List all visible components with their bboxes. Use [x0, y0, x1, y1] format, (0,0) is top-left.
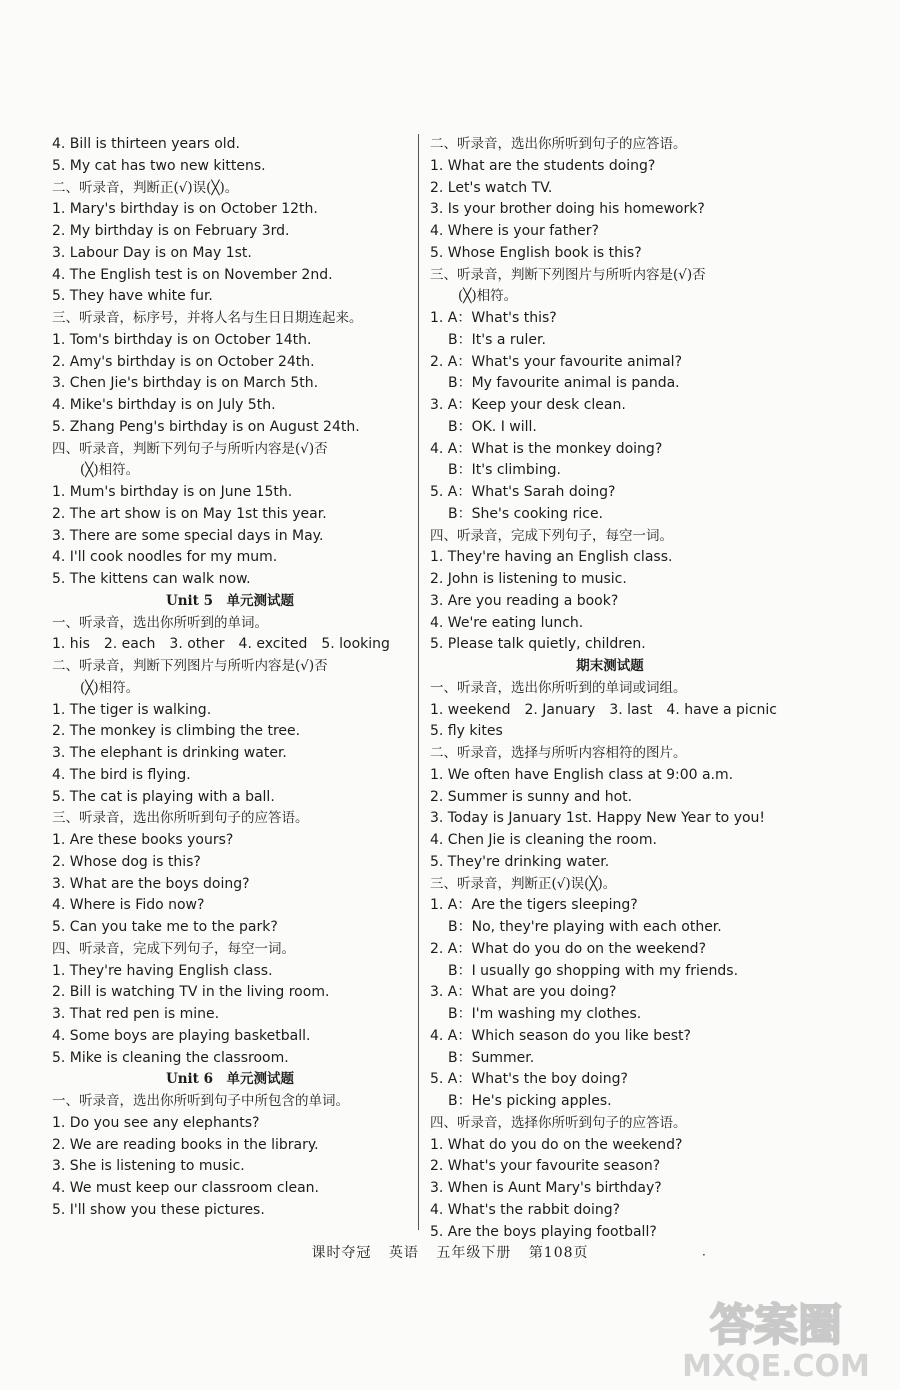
section-heading: 一、听录音，选出你所听到的单词。: [52, 614, 268, 631]
text-line: 2. What's your favourite season?: [430, 1158, 661, 1175]
section-heading: 四、听录音，选择你所听到句子的应答语。: [430, 1114, 687, 1131]
text-line: 2. Amy's birthday is on October 24th.: [52, 353, 315, 370]
text-line: 2. Summer is sunny and hot.: [430, 788, 633, 805]
section-heading: (╳)相符。: [458, 288, 518, 305]
section-heading: 二、听录音，选出你所听到句子的应答语。: [430, 136, 687, 152]
text-line: 5. They're drinking water.: [430, 853, 610, 870]
text-line: 4. The English test is on November 2nd.: [52, 266, 333, 283]
section-heading: 二、听录音，判断下列图片与所听内容是(√)否: [52, 658, 328, 674]
text-line: 5. A：What's Sarah doing?: [430, 484, 616, 500]
section-title: 期末测试题: [576, 658, 644, 674]
text-line: 3. Are you reading a book?: [430, 592, 619, 609]
watermark-cn: 答案圈: [710, 1300, 842, 1351]
text-line: 5. Please talk quietly, children.: [430, 636, 646, 653]
section-heading: (╳)相符。: [80, 462, 140, 479]
text-line: 5. Zhang Peng's birthday is on August 24th.: [52, 418, 360, 435]
text-line: 5. A：What's the boy doing?: [430, 1071, 628, 1088]
text-line: 4. Where is Fido now?: [52, 897, 205, 914]
text-line: 5. My cat has two new kittens.: [52, 157, 266, 174]
text-line: 1. They're having an English class.: [430, 549, 673, 566]
book-title: 课时夺冠: [311, 1245, 372, 1261]
text-line: 3. She is listening to music.: [52, 1158, 245, 1175]
text-line: 2. Let's watch TV.: [430, 179, 553, 196]
text-line: 2. The art show is on May 1st this year.: [52, 505, 327, 522]
text-line: 5. The kittens can walk now.: [52, 571, 251, 587]
section-heading: 三、听录音，标序号，并将人名与生日日期连起来。: [52, 310, 363, 326]
text-line: 3. Labour Day is on May 1st.: [52, 244, 252, 261]
dialogue-response: B：OK. I will.: [448, 418, 537, 435]
page-footer: [0, 1242, 900, 1262]
text-line: 4. A：What is the monkey doing?: [430, 440, 663, 457]
text-line: 5. The cat is playing with a ball.: [52, 788, 275, 805]
text-line: 2. A：What do you do on the weekend?: [430, 940, 707, 957]
watermark-logo: [666, 1292, 886, 1382]
section-heading: 三、听录音，判断下列图片与所听内容是(√)否: [430, 266, 706, 283]
text-line: 1. A：What's this?: [430, 310, 557, 326]
dialogue-response: B：I usually go shopping with my friends.: [448, 962, 739, 979]
text-line: 3. A：Keep your desk clean.: [430, 397, 626, 413]
text-line: 1. A：Are the tigers sleeping?: [430, 897, 638, 914]
text-line: 3. What are the boys doing?: [52, 875, 250, 892]
text-line: 2. A：What's your favourite animal?: [430, 353, 682, 370]
section-heading: 二、听录音，判断正(√)误(╳)。: [52, 179, 239, 196]
section-heading: 一、听录音，选出你所听到的单词或词组。: [430, 679, 687, 696]
text-line: 3. Chen Jie's birthday is on March 5th.: [52, 375, 319, 392]
text-line: 1. Tom's birthday is on October 14th.: [52, 331, 312, 348]
text-line: 1. weekend 2. January 3. last 4. have a picnic: [430, 701, 777, 718]
text-line: 4. Where is your father?: [430, 223, 599, 239]
text-line: 1. They're having English class.: [52, 962, 273, 979]
text-line: 1. Mary's birthday is on October 12th.: [52, 201, 318, 218]
text-line: 4. The bird is flying.: [52, 766, 191, 783]
text-line: 2. John is listening to music.: [430, 571, 627, 587]
text-line: 3. The elephant is drinking water.: [52, 745, 287, 761]
text-line: 2. We are reading books in the library.: [52, 1136, 319, 1153]
right-column: [430, 134, 790, 1243]
section-heading: 四、听录音，判断下列句子与所听内容是(√)否: [52, 440, 328, 457]
text-line: 3. There are some special days in May.: [52, 527, 324, 544]
text-line: 5. Mike is cleaning the classroom.: [52, 1049, 289, 1066]
grade-label: 五年级下册: [436, 1245, 512, 1261]
text-line: 1. We often have English class at 9:00 a.m.: [430, 766, 734, 783]
text-line: 1. The tiger is walking.: [52, 701, 212, 718]
dialogue-response: B：Summer.: [448, 1049, 535, 1066]
section-heading: 二、听录音，选择与所听内容相符的图片。: [430, 745, 687, 761]
section-heading: 四、听录音，完成下列句子，每空一词。: [52, 940, 295, 957]
column-divider: [418, 134, 419, 1230]
page-number: 第108页: [528, 1245, 589, 1261]
text-line: 3. That red pen is mine.: [52, 1006, 220, 1022]
text-line: 1. Do you see any elephants?: [52, 1114, 260, 1131]
text-line: 4. We're eating lunch.: [430, 614, 584, 631]
dialogue-response: B：He's picking apples.: [448, 1093, 612, 1109]
text-line: 4. What's the rabbit doing?: [430, 1201, 621, 1218]
text-line: 3. Today is January 1st. Happy New Year to you!: [430, 810, 766, 827]
text-line: 1. his 2. each 3. other 4. excited 5. looking: [52, 636, 390, 653]
text-line: 1. Mum's birthday is on June 15th.: [52, 484, 293, 500]
text-line: 3. Is your brother doing his homework?: [430, 201, 705, 218]
dialogue-response: B：No, they're playing with each other.: [448, 919, 722, 935]
text-line: 4. Mike's birthday is on July 5th.: [52, 397, 276, 413]
text-line: 2. My birthday is on February 3rd.: [52, 223, 290, 239]
dialogue-response: B：I'm washing my clothes.: [448, 1006, 642, 1022]
text-line: 2. Bill is watching TV in the living room.: [52, 984, 330, 1001]
text-line: 5. Are the boys playing football?: [430, 1223, 657, 1240]
text-line: 1. What do you do on the weekend?: [430, 1136, 683, 1153]
text-line: 4. Bill is thirteen years old.: [52, 136, 240, 152]
text-line: 3. When is Aunt Mary's birthday?: [430, 1180, 662, 1196]
text-line: 2. The monkey is climbing the tree.: [52, 723, 301, 740]
section-title: Unit 5 单元测试题: [165, 592, 295, 609]
section-heading: 三、听录音，判断正(√)误(╳)。: [430, 875, 617, 892]
section-heading: (╳)相符。: [80, 679, 140, 696]
section-heading: 三、听录音，选出你所听到句子的应答语。: [52, 810, 309, 827]
left-column: [52, 134, 408, 1222]
text-line: 1. What are the students doing?: [430, 157, 656, 174]
text-line: 5. They have white fur.: [52, 288, 213, 305]
dialogue-response: B：It's climbing.: [448, 462, 561, 479]
text-line: 4. Chen Jie is cleaning the room.: [430, 832, 657, 848]
dialogue-response: B：My favourite animal is panda.: [448, 375, 680, 392]
text-line: 4. Some boys are playing basketball.: [52, 1027, 311, 1044]
watermark-en: MXQE.COM: [682, 1349, 870, 1382]
text-line: 5. Whose English book is this?: [430, 244, 642, 261]
dialogue-response: B：She's cooking rice.: [448, 505, 604, 522]
subject-label: 英语: [388, 1245, 419, 1261]
dialogue-response: B：It's a ruler.: [448, 331, 546, 348]
footer-dot: ·: [702, 1248, 706, 1262]
text-line: 5. I'll show you these pictures.: [52, 1201, 265, 1218]
text-line: 3. A：What are you doing?: [430, 984, 617, 1001]
text-line: 4. We must keep our classroom clean.: [52, 1180, 319, 1196]
text-line: 1. Are these books yours?: [52, 832, 234, 848]
text-line: 4. A：Which season do you like best?: [430, 1027, 691, 1044]
section-heading: 一、听录音，选出你所听到句子中所包含的单词。: [52, 1093, 349, 1109]
text-line: 5. fly kites: [430, 723, 503, 740]
section-title: Unit 6 单元测试题: [165, 1071, 295, 1088]
section-heading: 四、听录音，完成下列句子，每空一词。: [430, 527, 673, 544]
text-line: 4. I'll cook noodles for my mum.: [52, 549, 278, 566]
text-line: 5. Can you take me to the park?: [52, 919, 278, 935]
text-line: 2. Whose dog is this?: [52, 853, 201, 870]
